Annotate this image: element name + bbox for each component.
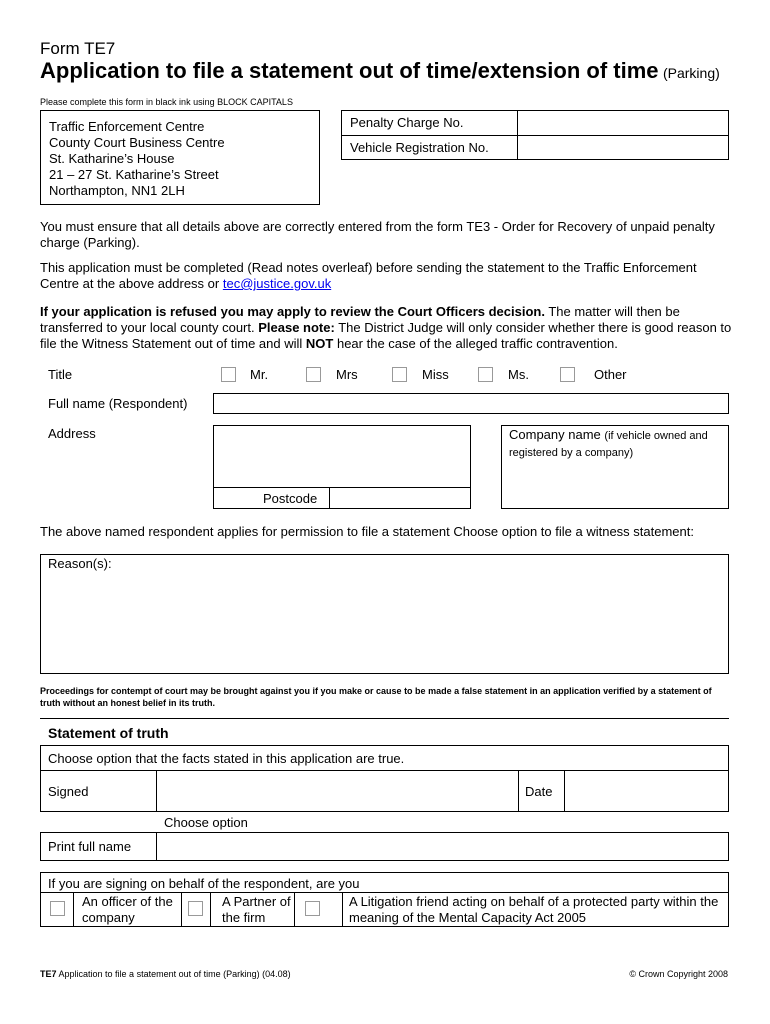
judge-text: The District Judge will only consider whether there is good reason to file the Witness Statement out of time and will: [40, 320, 732, 351]
refusal-notice: If your application is refused you may apply to review the Court Officers decision.: [40, 304, 545, 319]
page-title-suffix: (Parking): [662, 65, 720, 81]
signature-field[interactable]: [158, 771, 517, 811]
title-ms-label: Ms.: [508, 367, 529, 382]
date-field[interactable]: [566, 771, 728, 811]
company-name-note: (if vehicle owned and registered by a company): [509, 430, 708, 459]
print-name-field[interactable]: [158, 833, 728, 860]
officer-label: An officer of the company: [82, 894, 173, 925]
page-title: [40, 58, 720, 84]
footer-form-ref: [40, 969, 291, 979]
behalf-label: If you are signing on behalf of the respondent, are you: [48, 876, 360, 891]
print-name-row: [40, 832, 729, 861]
title-ms-checkbox[interactable]: [478, 367, 493, 382]
email-link[interactable]: tec@justice.gov.uk: [222, 276, 332, 291]
page-title-main: Application to file a statement out of time/extension of time: [40, 58, 659, 83]
title-miss-checkbox[interactable]: [392, 367, 407, 382]
partner-checkbox[interactable]: [188, 901, 203, 916]
facts-statement: Choose option that the facts stated in this application are true.: [48, 751, 405, 766]
instruction-text: Please complete this form in black ink using BLOCK CAPITALS: [40, 97, 293, 107]
address-line: St. Katharine’s House: [49, 151, 175, 166]
title-mr-checkbox[interactable]: [221, 367, 236, 382]
penalty-charge-field[interactable]: [519, 112, 728, 134]
company-name-label: [509, 427, 728, 461]
company-name-title: Company name: [509, 427, 601, 442]
reasons-field[interactable]: [40, 554, 729, 674]
title-other-label: Other: [594, 367, 627, 382]
vehicle-reg-field[interactable]: [519, 137, 728, 158]
contravention-text: hear the case of the alleged traffic contravention.: [333, 336, 618, 351]
court-address-box: [40, 110, 320, 205]
penalty-charge-label: Penalty Charge No.: [350, 115, 464, 130]
title-miss-label: Miss: [422, 367, 449, 382]
postcode-field[interactable]: [331, 488, 470, 508]
full-name-field[interactable]: [213, 393, 729, 414]
vehicle-reg-label: Vehicle Registration No.: [350, 140, 489, 155]
print-name-label: Print full name: [48, 839, 132, 854]
address-line: Northampton, NN1 2LH: [49, 183, 185, 198]
officer-checkbox[interactable]: [50, 901, 65, 916]
behalf-table: [40, 872, 729, 927]
title-mrs-label: Mrs: [336, 367, 358, 382]
address-line: 21 – 27 St. Katharine’s Street: [49, 167, 219, 182]
footer-form-code: TE7: [40, 969, 57, 979]
statement-of-truth-heading: Statement of truth: [48, 725, 169, 741]
footer-form-title: Application to file a statement out of time (Parking) (04.08): [56, 969, 291, 979]
partner-label: A Partner of the firm: [222, 894, 291, 925]
litigation-friend-checkbox[interactable]: [305, 901, 320, 916]
title-label: Title: [48, 367, 73, 382]
footer-copyright: © Crown Copyright 2008: [629, 969, 728, 979]
title-other-checkbox[interactable]: [560, 367, 575, 382]
intro-paragraph-2-text: This application must be completed (Read notes overleaf) before sending the statement to the Traffic Enforcement Centre at the above address or: [40, 260, 697, 291]
not-emphasis: NOT: [305, 336, 334, 351]
truth-table: [40, 745, 729, 812]
signer-role-select[interactable]: Choose option: [164, 815, 248, 830]
address-line: Traffic Enforcement Centre: [49, 119, 205, 134]
address-label: Address: [48, 426, 96, 441]
title-mr-label: Mr.: [250, 367, 269, 382]
transfer-text: The matter will then be transferred to your local county court.: [40, 304, 680, 335]
address-field[interactable]: [213, 425, 471, 509]
intro-paragraph-1: You must ensure that all details above are correctly entered from the form TE3 - Order for Recovery of unpaid penalty charge (Parking).: [40, 219, 715, 250]
company-name-field[interactable]: [501, 425, 729, 509]
reasons-label: Reason(s):: [48, 556, 112, 571]
date-label: Date: [525, 784, 553, 799]
please-note-label: Please note:: [258, 320, 335, 335]
reference-table: [341, 110, 729, 160]
application-statement: The above named respondent applies for permission to file a statement Choose option to file a witness statement:: [40, 524, 694, 539]
contempt-warning: Proceedings for contempt of court may be brought against you if you make or cause to be made a false statement in an application verified by a statement of truth without an honest belief in its truth.: [40, 686, 712, 708]
intro-paragraph-3: [40, 304, 732, 352]
title-mrs-checkbox[interactable]: [306, 367, 321, 382]
address-line: County Court Business Centre: [49, 135, 225, 150]
postcode-label: Postcode: [263, 491, 318, 506]
litigation-friend-label: A Litigation friend acting on behalf of a protected party within the meaning of the Mental Capacity Act 2005: [349, 894, 719, 925]
signed-label: Signed: [48, 784, 89, 799]
full-name-label: Full name (Respondent): [48, 396, 188, 411]
intro-paragraph-2: [40, 260, 730, 292]
form-number: Form TE7: [40, 39, 116, 58]
